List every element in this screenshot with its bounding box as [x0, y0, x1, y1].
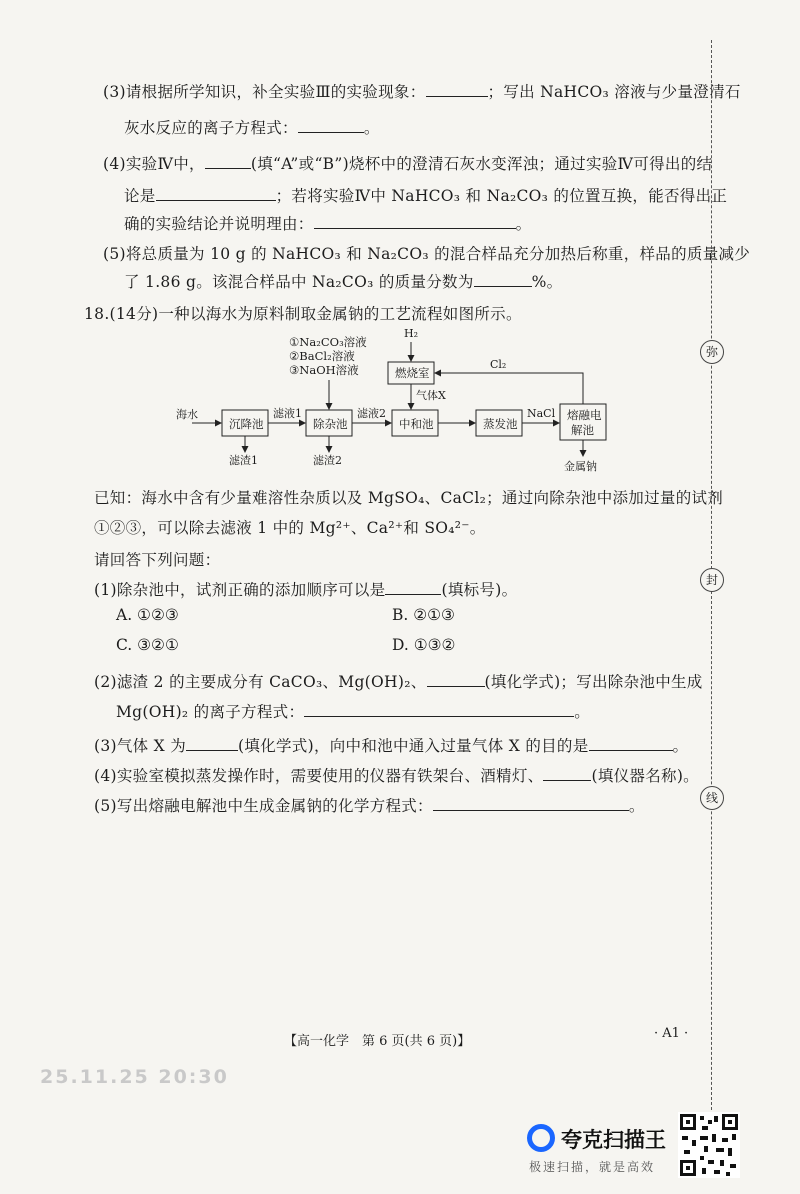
- q17-4-text-a: (4)实验Ⅳ中，: [103, 155, 205, 173]
- purify-tank-label: 除杂池: [313, 417, 348, 431]
- option-c: C. ③②①: [116, 636, 179, 654]
- residue1-label: 滤渣1: [229, 454, 258, 467]
- paper-code: · A1 ·: [654, 1026, 689, 1041]
- q17-5-text-a: (5)将总质量为 10 g 的 NaHCO₃ 和 Na₂CO₃ 的混合样品充分加热后称重，样品的质量减少: [103, 245, 751, 263]
- gas-x-label: 气体X: [416, 389, 446, 402]
- q17-3-text-c: 灰水反应的离子方程式：: [124, 119, 298, 137]
- q17-3-text-b: ；写出 NaHCO₃ 溶液与少量澄清石: [487, 83, 741, 101]
- qr-code-icon: [678, 1112, 740, 1178]
- option-d: D. ①③②: [392, 636, 456, 654]
- residue2-label: 滤渣2: [313, 454, 342, 467]
- ask-text: 请回答下列问题：: [94, 551, 221, 569]
- arrow-cl2: [435, 373, 583, 404]
- electrolysis-label-2: 解池: [571, 423, 594, 437]
- q17-4-text-c: 论是: [124, 187, 156, 205]
- answer-blank: [433, 796, 629, 811]
- scanner-brand: [527, 1120, 677, 1180]
- period: 。: [363, 119, 380, 137]
- q18-2-text-b: (填化学式)；写出除杂池中生成: [484, 673, 703, 691]
- answer-blank: [205, 154, 251, 169]
- brand-slogan: 极速扫描，就是高效: [529, 1160, 656, 1174]
- q17-4-line3: [124, 212, 531, 234]
- q18-2-line1: [94, 670, 703, 692]
- q18-5-line: [94, 794, 645, 816]
- answer-blank: [427, 672, 485, 687]
- filtrate2-label: 滤液2: [357, 407, 386, 420]
- q18-1-text-b: (填标号)。: [441, 581, 518, 599]
- binding-mark-2: 封: [700, 568, 724, 592]
- q18-5-text-a: (5)写出熔融电解池中生成金属钠的化学方程式：: [94, 797, 433, 815]
- q17-5-line1: [103, 242, 750, 264]
- q18-1-line: [94, 578, 517, 600]
- q17-3-line2: [124, 116, 380, 138]
- binding-mark-1: 弥: [700, 340, 724, 364]
- q18-title-text: 18.(14分)一种以海水为原料制取金属钠的工艺流程如图所示。: [84, 305, 522, 323]
- brand-logo-icon: [527, 1124, 555, 1152]
- period: 。: [574, 703, 591, 721]
- known-line1: [94, 486, 723, 508]
- q18-4-text-b: (填仪器名称)。: [591, 767, 699, 785]
- q17-4-line1: [103, 152, 712, 174]
- electrolysis-label-1: 熔融电: [567, 408, 602, 422]
- reagent-1-label: ①Na₂CO₃溶液: [289, 335, 367, 349]
- known-text-1: 已知：海水中含有少量难溶性杂质以及 MgSO₄、CaCl₂；通过向除杂池中添加过量的试剂: [94, 489, 724, 507]
- answer-blank: [385, 580, 441, 595]
- neutral-tank-label: 中和池: [399, 417, 434, 431]
- reagent-2-label: ②BaCl₂溶液: [289, 349, 355, 363]
- timestamp-watermark: 25.11.25 20:30: [40, 1066, 229, 1088]
- answer-blank: [304, 702, 574, 717]
- answer-blank: [474, 272, 532, 287]
- q17-5-line2: [124, 270, 562, 292]
- q18-3-line: [94, 734, 688, 756]
- known-line2: [94, 516, 486, 538]
- q17-3-line1: [103, 80, 741, 102]
- q17-3-text-a: (3)请根据所学知识，补全实验Ⅲ的实验现象：: [103, 83, 426, 101]
- furnace-label: 燃烧室: [395, 366, 430, 380]
- q17-5-text-c: %。: [531, 273, 563, 291]
- cl2-label: Cl₂: [490, 358, 507, 371]
- answer-blank: [589, 736, 673, 751]
- brand-name: 夸克扫描王: [561, 1128, 666, 1152]
- answer-blank: [426, 82, 488, 97]
- q18-2-text-a: (2)滤渣 2 的主要成分有 CaCO₃、Mg(OH)₂、: [94, 673, 427, 691]
- evaporate-tank-label: 蒸发池: [483, 417, 518, 431]
- q17-4-text-b: (填“A”或“B”)烧杯中的澄清石灰水变浑浊；通过实验Ⅳ可得出的结: [250, 155, 713, 173]
- page-footer: 【高一化学 第 6 页(共 6 页)】: [284, 1034, 471, 1049]
- q18-3-text-b: (填化学式)，向中和池中通入过量气体 X 的目的是: [238, 737, 589, 755]
- answer-blank: [186, 736, 238, 751]
- answer-blank: [298, 118, 364, 133]
- q18-4-line: [94, 764, 699, 786]
- q17-4-line2: [124, 184, 727, 206]
- seawater-label: 海水: [176, 408, 198, 421]
- settling-tank-label: 沉降池: [229, 417, 264, 431]
- q17-4-text-d: ；若将实验Ⅳ中 NaHCO₃ 和 Na₂CO₃ 的位置互换，能否得出正: [275, 187, 728, 205]
- reagent-3-label: ③NaOH溶液: [289, 363, 359, 377]
- q18-2-text-c: Mg(OH)₂ 的离子方程式：: [116, 703, 305, 721]
- q17-4-text-e: 确的实验结论并说明理由：: [124, 215, 314, 233]
- sodium-label: 金属钠: [564, 460, 597, 473]
- period: 。: [672, 737, 689, 755]
- q18-3-text-a: (3)气体 X 为: [94, 737, 187, 755]
- answer-blank: [314, 214, 516, 229]
- ask-line: [94, 548, 220, 570]
- option-b: B. ②①③: [392, 606, 455, 624]
- process-flow-diagram: [176, 324, 636, 474]
- h2-label: H₂: [404, 327, 419, 340]
- q18-2-line2: [116, 700, 590, 722]
- known-text-2: ①②③，可以除去滤液 1 中的 Mg²⁺、Ca²⁺和 SO₄²⁻。: [94, 519, 486, 537]
- binding-mark-3: 线: [700, 786, 724, 810]
- period: 。: [628, 797, 645, 815]
- q18-1-text-a: (1)除杂池中，试剂正确的添加顺序可以是: [94, 581, 386, 599]
- period: 。: [515, 215, 532, 233]
- q17-5-text-b: 了 1.86 g。该混合样品中 Na₂CO₃ 的质量分数为: [124, 273, 474, 291]
- q18-4-text-a: (4)实验室模拟蒸发操作时，需要使用的仪器有铁架台、酒精灯、: [94, 767, 544, 785]
- nacl-label: NaCl: [527, 407, 556, 420]
- answer-blank: [543, 766, 591, 781]
- answer-blank: [156, 186, 276, 201]
- option-a: A. ①②③: [116, 606, 179, 624]
- q18-title: [84, 302, 522, 324]
- filtrate1-label: 滤液1: [273, 407, 302, 420]
